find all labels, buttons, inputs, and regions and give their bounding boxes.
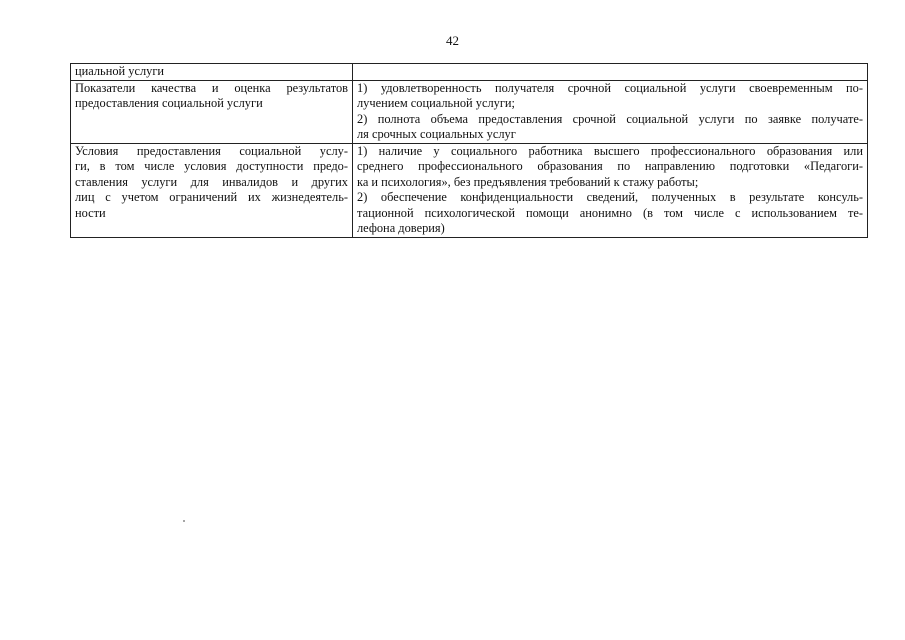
cell-text-line: среднего профессионального образования по направлению подготовки «Педагоги- [357,159,863,173]
row-value-cell [353,80,868,143]
scan-speck [183,520,185,522]
cell-text-line: 2) полнота объема предоставления срочной социальной услуги по заявке получате- [357,111,863,126]
row-value-cell [353,143,868,237]
cell-text-line: 1) наличие у социального работника высшего профессионального образования или [357,143,863,158]
cell-text-line: лиц с учетом ограничений их жизнедеятель- [75,190,348,204]
row-label-cell [71,80,353,143]
cell-text-line: ставления услуги для инвалидов и других [75,174,348,189]
cell-text-line: Условия предоставления социальной услу- [75,143,348,158]
cell-text-line: предоставления социальной услуги [75,96,263,110]
services-table [70,63,868,238]
cell-text-line: 1) удовлетворенность получателя срочной социальной услуги своевременным по- [357,80,863,95]
cell-text-line: циальной услуги [75,64,165,78]
table-row [71,64,868,81]
cell-text-line: Показатели качества и оценка результатов [75,80,348,95]
table-row [71,80,868,143]
row-label-cell [71,143,353,237]
cell-text-line: лефона доверия) [357,221,445,235]
row-label-cell [71,64,353,81]
cell-text-line [357,64,863,80]
cell-text-line: 2) обеспечение конфиденциальности сведений, полученных в результате консуль- [357,190,863,204]
cell-text-line: ги, в том числе условия доступности предо- [75,159,348,173]
cell-text-line: ности [75,205,106,220]
table-row [71,143,868,237]
row-value-cell [353,64,868,81]
cell-text-line: ля срочных социальных услуг [357,127,516,141]
page-number: 42 [446,33,459,48]
cell-text-line: лучением социальной услуги; [357,96,515,110]
cell-text-line: тационной психологической помощи анонимно (в том числе с использованием те- [357,205,863,220]
cell-text-line: ка и психология», без предъявления требований к стажу работы; [357,174,699,189]
